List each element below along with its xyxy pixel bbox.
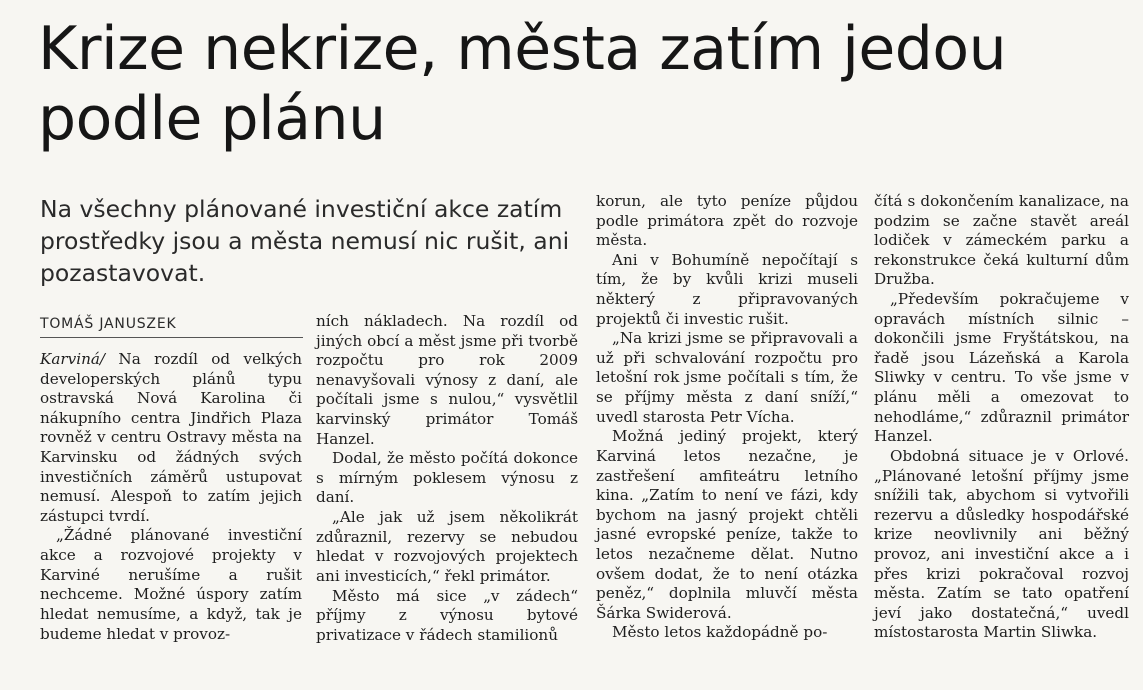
paragraph [40, 350, 302, 526]
paragraph: čítá s dokončením kanalizace, na podzim se začne stavět areál lodiček v zámeckém parku a rekonstrukce čeká kulturní dům Družba. [874, 192, 1129, 289]
paragraph: „Na krizi jsme se připravovali a už při schvalování rozpočtu pro letošní rok jsme počítali s tím, že se příjmy města z daní sníží,“ uvedl starosta Petr Vícha. [596, 329, 858, 426]
article-column-2 [316, 312, 578, 645]
paragraph: ních nákladech. Na rozdíl od jiných obcí a měst jsme při tvorbě rozpočtu pro rok 2009 nenavyšovali výnosy z daní, ale počítali jsme s nulou,“ vysvětlil karvinský primátor Tomáš Hanzel. [316, 312, 578, 448]
headline: Krize nekrize, města zatím jedou podle plánu [38, 14, 1007, 155]
article-column-1 [40, 350, 302, 644]
paragraph: „Žádné plánované investiční akce a rozvojové projekty v Karviné nerušíme a rušit nechceme. Možné úspory zatím hledat nemusíme, a když, tak je budeme hledat v provoz- [40, 526, 302, 643]
paragraph: Obdobná situace je v Orlové. „Plánované letošní příjmy jsme snížili tak, abychom si vytvořili rezervu a důsledky hospodářské krize neovlivnily ani běžný provoz, ani investiční akce a i přes krizi pokračoval rozvoj města. Zatím se tato opatření jeví jako dostatečná,“ uvedl místostarosta Martin Sliwka. [874, 446, 1129, 642]
perex: Na všechny plánované investiční akce zatím prostředky jsou a města nemusí nic rušit, ani pozastavovat. [40, 195, 570, 287]
paragraph: Ani v Bohumíně nepočítají s tím, že by kvůli krizi museli některý z připravovaných projektů či investic rušit. [596, 250, 858, 328]
byline-rule [40, 337, 303, 338]
article-column-4 [874, 192, 1129, 643]
paragraph: Město letos každopádně po- [612, 623, 828, 642]
paragraph: Město má sice „v zádech“ příjmy z výnosu bytové privatizace v řádech stamilionů [316, 586, 578, 644]
byline: TOMÁŠ JANUSZEK [40, 316, 177, 332]
paragraph: Možná jediný projekt, který Karviná letos nezačne, je zastřešení amfiteátru letního kina. „Zatím to není ve fázi, kdy bychom na jasný projekt chtěli jasné evropské peníze, takže to letos nezačneme dělat. Nutno ovšem dodat, že to není otázka peněz,“ doplnila mluvčí města Šárka Swiderová. [596, 427, 858, 622]
article-column-3 [596, 192, 858, 643]
paragraph-text: Na rozdíl od velkých developerských plánů typu ostravská Nová Karolina či nákupního centra Jindřich Plaza rovněž v centru Ostravy města na Karvinsku od žádných svých investičních záměrů ustupovat nemusí. Alespoň to zatím jejich zástupci tvrdí. [40, 350, 302, 525]
paragraph: „Ale jak už jsem několikrát zdůraznil, rezervy se nebudou hledat v rozvojových projektech ani investicích,“ řekl primátor. [316, 508, 578, 585]
paragraph: Dodal, že město počítá dokonce s mírným poklesem výnosu z daní. [316, 449, 578, 507]
dateline: Karviná/ [40, 350, 106, 368]
paragraph: „Především pokračujeme v opravách místních silnic – dokončili jsme Fryštátskou, na řadě jsou Lázeňská a Karola Sliwky v centru. To vše jsme v plánu měli a omezovat to nehodláme,“ zdůraznil primátor Hanzel. [874, 290, 1129, 446]
paragraph: korun, ale tyto peníze půjdou podle primátora zpět do rozvoje města. [596, 192, 858, 250]
